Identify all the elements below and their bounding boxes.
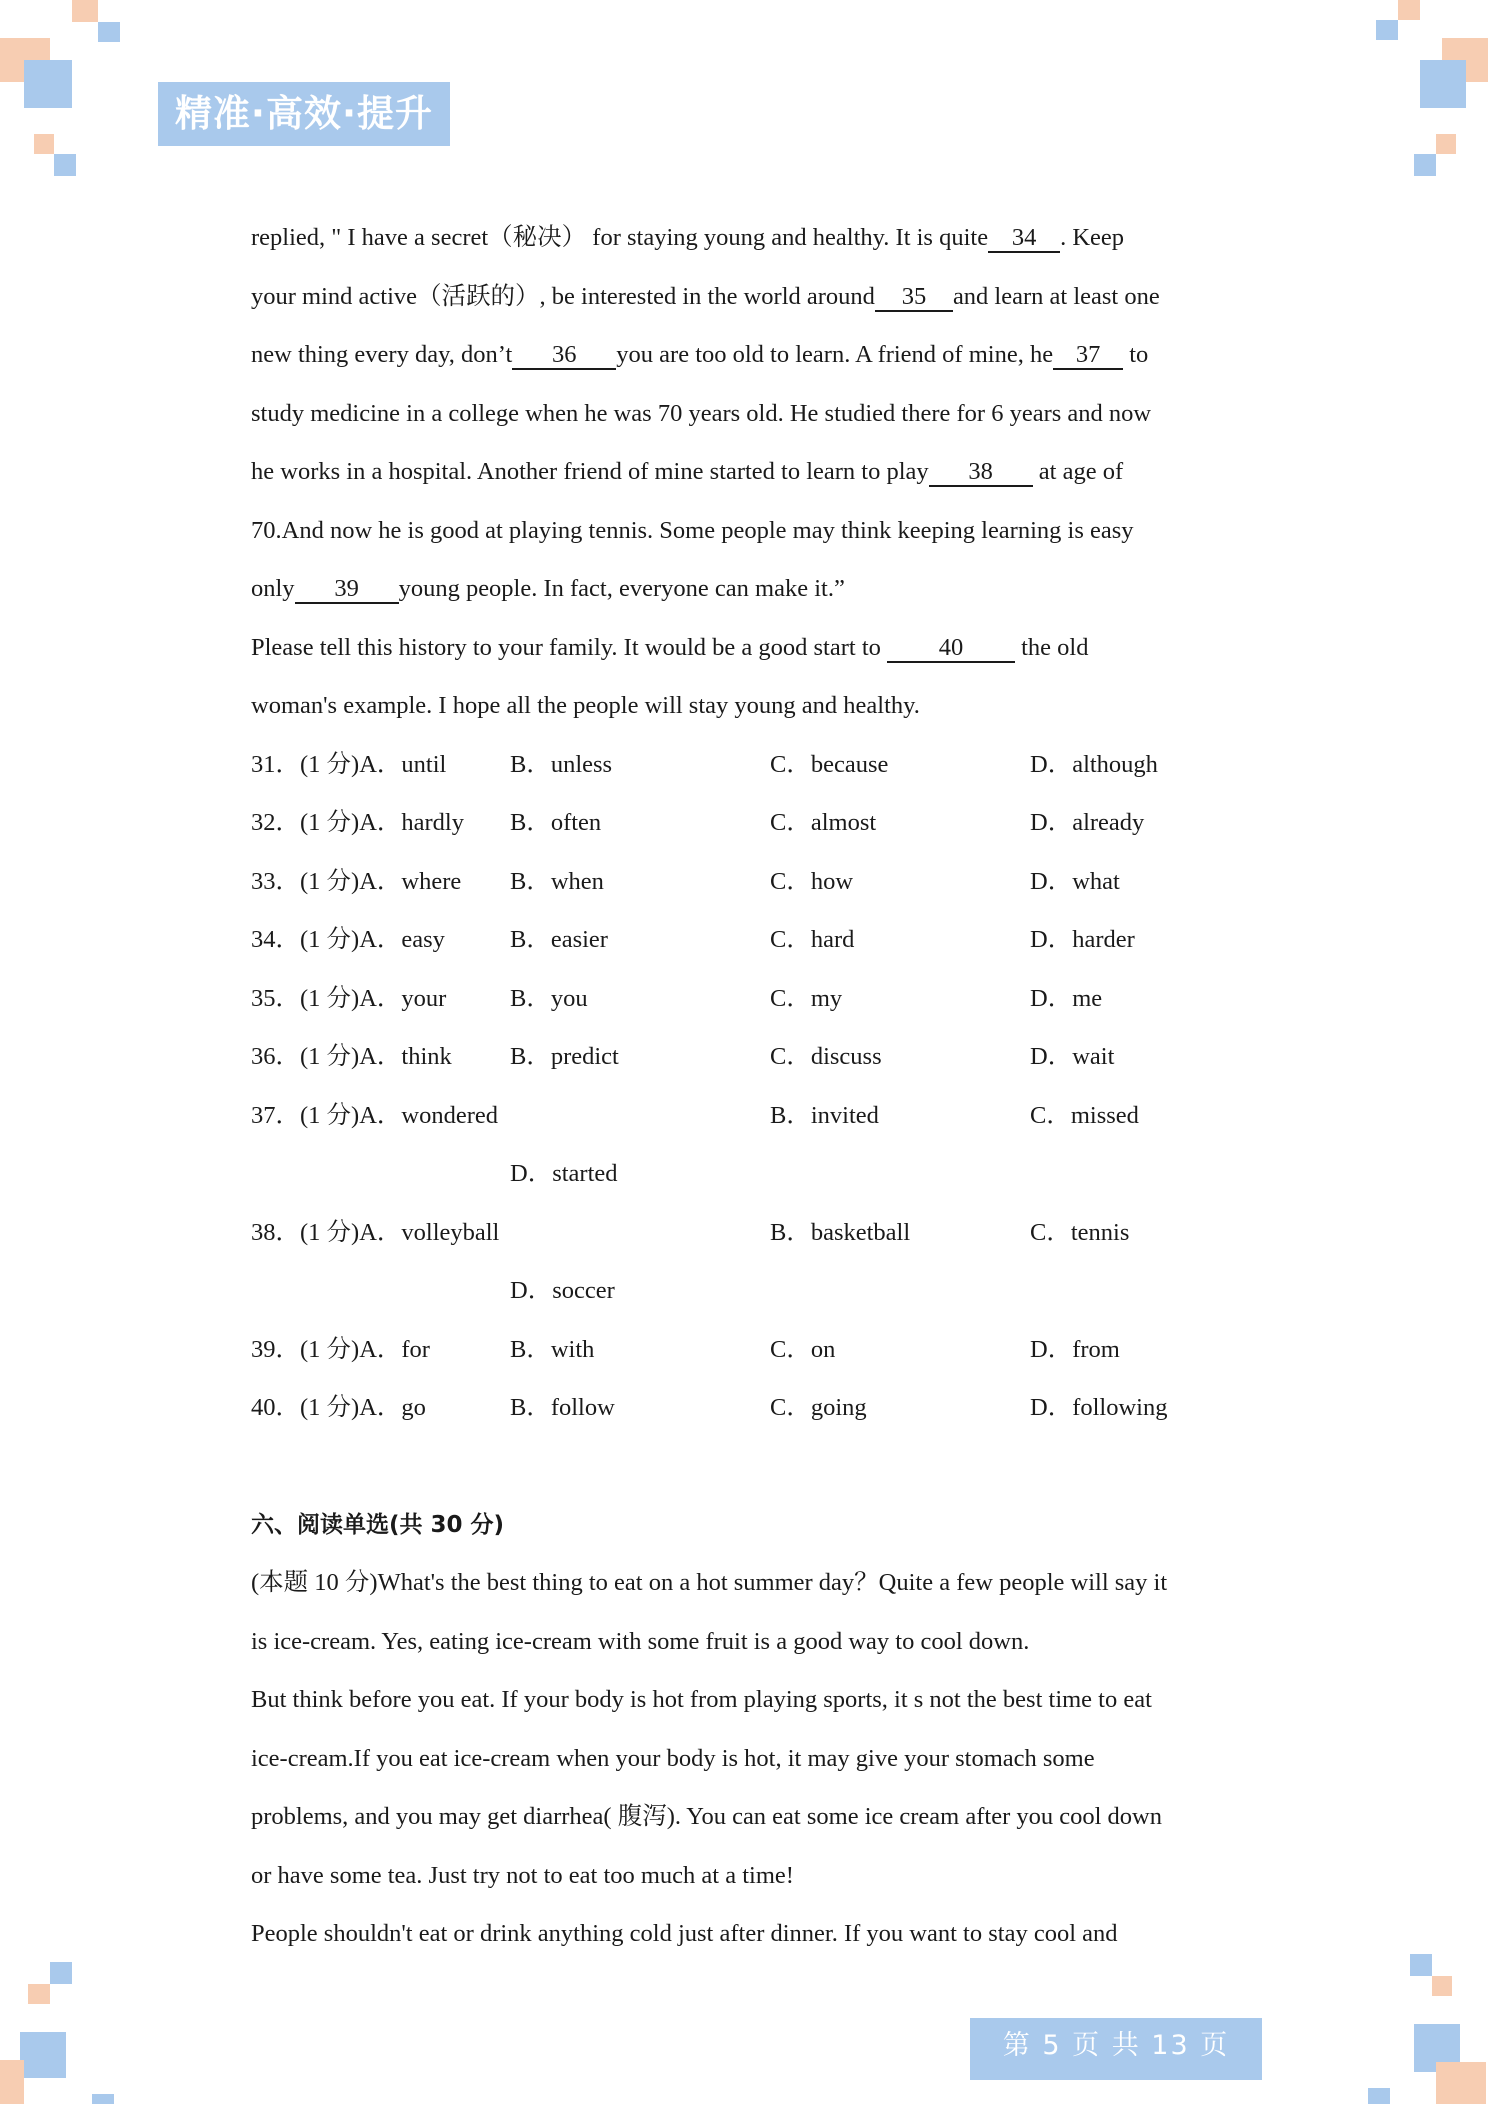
option-c: C．on xyxy=(770,1335,836,1363)
passage-line: 70.And now he is good at playing tennis. Some people may think keeping learning is easy xyxy=(251,516,1134,544)
question-stem: 32．(1 分)A．hardly xyxy=(251,809,464,836)
reading-line: is ice-cream. Yes, eating ice-cream with some fruit is a good way to cool down. xyxy=(251,1627,1030,1655)
option-c: C．how xyxy=(770,867,854,895)
question-39 xyxy=(251,1324,1251,1383)
decor-square xyxy=(1414,154,1436,176)
decor-square xyxy=(28,1984,50,2004)
reading-line: (本题 10 分)What's the best thing to eat on a hot summer day？Quite a few people will say it xyxy=(251,1569,1168,1596)
reading-line: problems, and you may get diarrhea( 腹泻). You can eat some ice cream after you cool down xyxy=(251,1803,1162,1830)
blank-39: 39 xyxy=(295,576,399,604)
passage-line: woman's example. I hope all the people will stay young and healthy. xyxy=(251,692,920,719)
option-d: D．already xyxy=(1030,809,1145,836)
option-b: B．follow xyxy=(510,1394,615,1421)
decor-square xyxy=(24,60,72,108)
question-34 xyxy=(251,914,1251,973)
decor-square xyxy=(54,154,76,176)
option-d: D．although xyxy=(1030,750,1158,778)
option-c: C．going xyxy=(770,1394,867,1421)
option-c: C．missed xyxy=(1030,1101,1139,1129)
option-c: C．tennis xyxy=(1030,1218,1130,1246)
question-38 xyxy=(251,1207,1251,1266)
option-d: D．wait xyxy=(1030,1043,1115,1070)
option-b: B．often xyxy=(510,809,602,836)
option-c: C．because xyxy=(770,750,889,778)
question-stem: 35．(1 分)A．your xyxy=(251,984,447,1012)
option-b: B．you xyxy=(510,984,588,1012)
option-d: D．started xyxy=(510,1160,618,1187)
decor-square xyxy=(98,22,120,42)
blank-34: 34 xyxy=(988,225,1060,253)
passage-line: Please tell this history to your family. It would be a good start to 40 the old xyxy=(251,633,1089,661)
decor-square xyxy=(20,2032,66,2078)
reading-line: ice-cream.If you eat ice-cream when your body is hot, it may give your stomach some xyxy=(251,1744,1095,1772)
page-indicator: 第 5 页 共 13 页 xyxy=(970,2018,1262,2080)
decor-square xyxy=(34,134,54,154)
question-stem: 38．(1 分)A．volleyball xyxy=(251,1218,500,1246)
decor-square xyxy=(1410,1954,1432,1976)
option-b: B．unless xyxy=(510,750,613,778)
decor-square xyxy=(92,2094,114,2104)
question-36 xyxy=(251,1031,1251,1090)
reading-line: But think before you eat. If your body is hot from playing sports, it s not the best time to eat xyxy=(251,1686,1152,1713)
passage-line: study medicine in a college when he was 70 years old. He studied there for 6 years and now xyxy=(251,399,1152,427)
option-c: C．hard xyxy=(770,926,855,953)
option-b: B．with xyxy=(510,1335,595,1363)
question-33 xyxy=(251,856,1251,915)
option-b: B．basketball xyxy=(770,1218,911,1246)
option-b: B．easier xyxy=(510,926,608,953)
blank-37: 37 xyxy=(1053,342,1123,370)
reading-line: or have some tea. Just try not to eat too much at a time! xyxy=(251,1861,794,1889)
option-c: C．almost xyxy=(770,809,877,836)
passage-line: replied, " I have a secret（秘决） for staying young and healthy. It is quite 34 . Keep xyxy=(251,224,1125,251)
option-b: B．predict xyxy=(510,1043,619,1070)
reading-line: People shouldn't eat or drink anything cold just after dinner. If you want to stay cool and xyxy=(251,1920,1118,1947)
blank-35: 35 xyxy=(875,284,953,312)
decor-square xyxy=(50,1962,72,1984)
question-31 xyxy=(251,739,1251,798)
question-32 xyxy=(251,797,1251,856)
option-d: D．from xyxy=(1030,1335,1120,1363)
spacer xyxy=(251,1441,1251,1499)
option-d: D．harder xyxy=(1030,926,1135,953)
question-38-cont xyxy=(251,1265,1251,1324)
question-stem: 40．(1 分)A．go xyxy=(251,1394,426,1421)
question-stem: 31．(1 分)A．until xyxy=(251,750,447,778)
option-c: C．discuss xyxy=(770,1043,882,1070)
decor-square xyxy=(0,2060,24,2104)
decor-square xyxy=(72,0,98,22)
decor-square xyxy=(1436,134,1456,154)
question-37 xyxy=(251,1090,1251,1149)
option-b: B．when xyxy=(510,867,604,895)
section-title: 六、阅读单选(共 30 分) xyxy=(251,1511,505,1538)
blank-38: 38 xyxy=(929,459,1033,487)
decor-square xyxy=(1376,20,1398,40)
decor-square xyxy=(1420,60,1466,108)
question-40 xyxy=(251,1382,1251,1441)
question-stem: 36．(1 分)A．think xyxy=(251,1043,452,1070)
decor-square xyxy=(1368,2088,1390,2104)
blank-40: 40 xyxy=(887,635,1015,663)
decor-square xyxy=(1432,1976,1452,1996)
passage-line: your mind active（活跃的）, be interested in the world around 35 and learn at least one xyxy=(251,282,1160,310)
passage-line: he works in a hospital. Another friend of mine started to learn to play 38 at age of xyxy=(251,458,1124,485)
option-d: D．following xyxy=(1030,1394,1168,1421)
blank-36: 36 xyxy=(512,342,616,370)
question-stem: 37．(1 分)A．wondered xyxy=(251,1101,498,1129)
option-b: B．invited xyxy=(770,1101,879,1129)
brand-banner: 精准·高效·提升 xyxy=(158,82,450,146)
question-stem: 34．(1 分)A．easy xyxy=(251,926,445,953)
option-c: C．my xyxy=(770,984,843,1012)
decor-square xyxy=(1436,2062,1486,2104)
question-stem: 39．(1 分)A．for xyxy=(251,1335,430,1363)
option-d: D．me xyxy=(1030,984,1103,1012)
passage-line: only 39 young people. In fact, everyone can make it.” xyxy=(251,575,845,602)
option-d: D．what xyxy=(1030,867,1120,895)
passage-line: new thing every day, don’t 36 you are too old to learn. A friend of mine, he 37 to xyxy=(251,341,1149,368)
question-35 xyxy=(251,973,1251,1032)
option-d: D．soccer xyxy=(510,1277,615,1304)
decor-square xyxy=(1398,0,1420,20)
question-37-cont xyxy=(251,1148,1251,1207)
page-content xyxy=(251,212,1251,1967)
question-stem: 33．(1 分)A．where xyxy=(251,867,462,895)
